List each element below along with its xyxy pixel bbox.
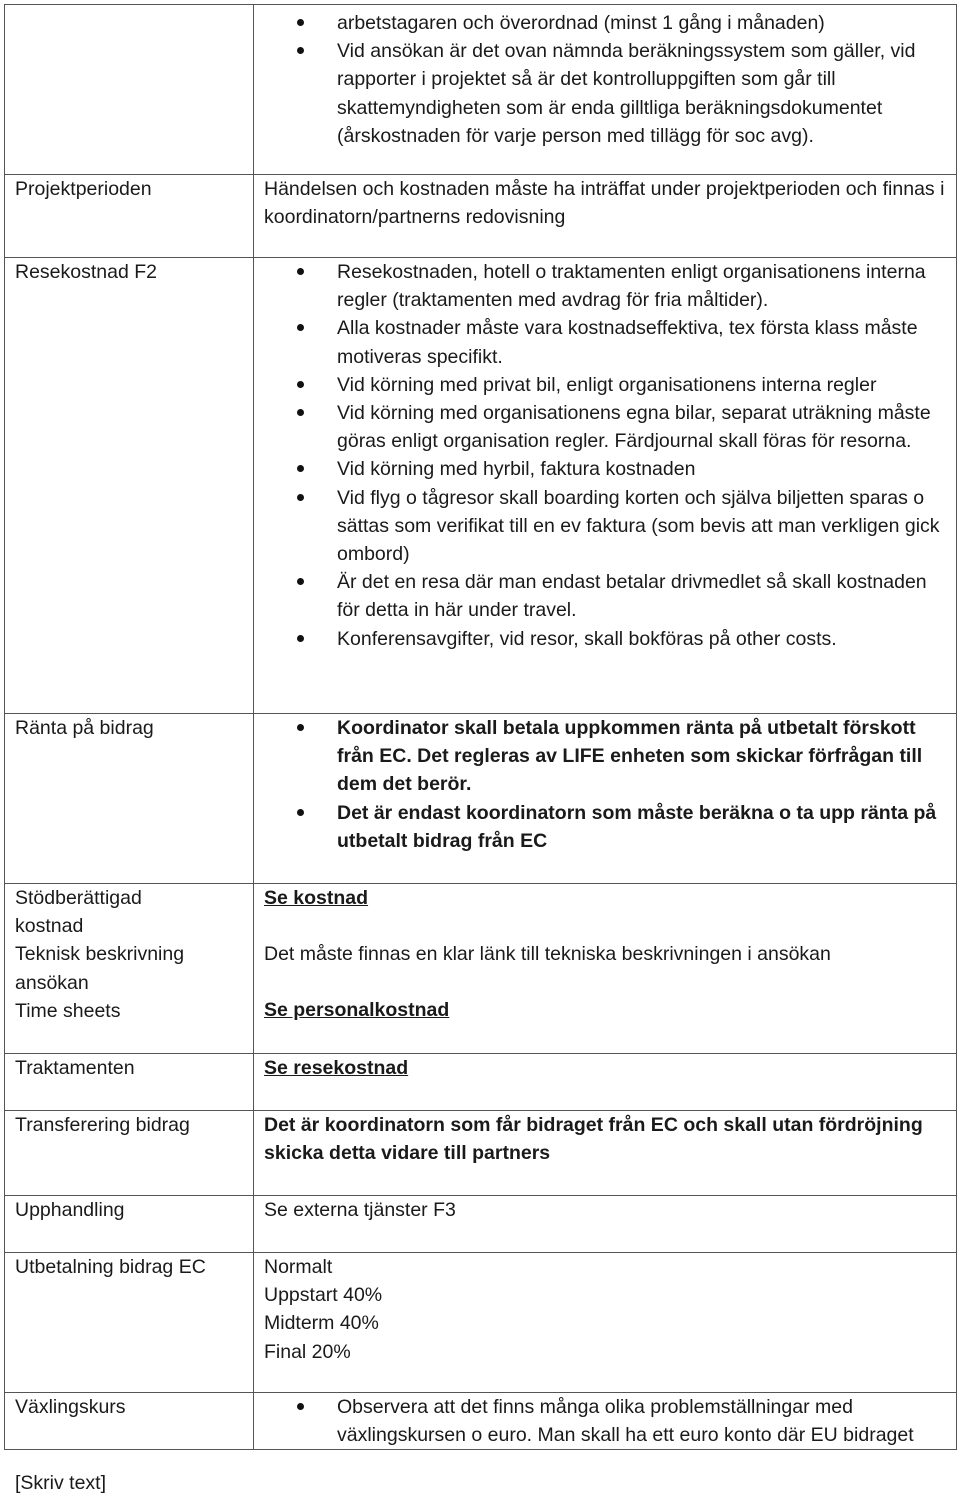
table-row (5, 1054, 957, 1111)
row-content (254, 884, 957, 1054)
list-item: Vid ansökan är det ovan nämnda beräkningssystem som gäller, vid rapporter i projektet så är det kontrolluppgiften som går till skattemyndigheten som är enda gilltliga beräkningsdokumentet (årskostnaden för varje person med tillägg för soc avg). (337, 37, 948, 150)
guidelines-table (4, 4, 957, 1450)
row-content (254, 258, 957, 714)
label-line: ansökan (15, 971, 89, 994)
bullet-list (264, 258, 948, 653)
table-row (5, 1253, 957, 1393)
list-item: Konferensavgifter, vid resor, skall bokföras på other costs. (337, 625, 948, 653)
list-item: Vid körning med organisationens egna bilar, separat uträkning måste göras enligt organisation regler. Färdjournal skall föras för resorna. (337, 399, 948, 455)
row-label (5, 884, 254, 1054)
table-row (5, 1393, 957, 1450)
link-se-kostnad[interactable]: Se kostnad (264, 887, 369, 909)
row-label: Transferering bidrag (5, 1111, 254, 1196)
list-item: Det är endast koordinatorn som måste beräkna o ta upp ränta på utbetalt bidrag från EC (337, 799, 948, 855)
list-item: Är det en resa där man endast betalar drivmedlet så skall kostnaden för detta in här under travel. (337, 568, 948, 624)
row-content: Se externa tjänster F3 (254, 1196, 957, 1253)
row-content (254, 1253, 957, 1393)
row-content: Händelsen och kostnaden måste ha inträffat under projektperioden och finnas i koordinatorn/partnerns redovisning (254, 175, 957, 258)
list-item: Vid flyg o tågresor skall boarding korten och själva biljetten sparas o sättas som verifikat till en ev faktura (som bevis att man verkligen gick ombord) (337, 484, 948, 569)
payment-line: Normalt (264, 1256, 333, 1278)
list-item: arbetstagaren och överordnad (minst 1 gång i månaden) (337, 9, 948, 37)
spacer (264, 968, 948, 996)
list-item: Observera att det finns många olika problemställningar med växlingskursen o euro. Man skall ha ett euro konto där EU bidraget (337, 1393, 948, 1449)
label-line: Teknisk beskrivning (15, 943, 185, 966)
list-item: Resekostnaden, hotell o traktamenten enligt organisationens interna regler (traktamenten med avdrag för fria måltider). (337, 258, 948, 314)
row-label: Ränta på bidrag (5, 714, 254, 884)
table-row (5, 1111, 957, 1196)
list-item: Vid körning med privat bil, enligt organisationens interna regler (337, 371, 948, 399)
row-content: Det är koordinatorn som får bidraget från EC och skall utan fördröjning skicka detta vidare till partners (254, 1111, 957, 1196)
spacer (264, 912, 948, 940)
list-item: Koordinator skall betala uppkommen ränta på utbetalt förskott från EC. Det regleras av LIFE enheten som skickar förfrågan till dem det berör. (337, 714, 948, 799)
bullet-list (264, 714, 948, 855)
row-content (254, 1054, 957, 1111)
table-row (5, 714, 957, 884)
row-label: Projektperioden (5, 175, 254, 258)
row-label: Upphandling (5, 1196, 254, 1253)
table-row (5, 5, 957, 175)
table-row (5, 884, 957, 1054)
row-content (254, 1393, 957, 1450)
payment-line: Midterm 40% (264, 1312, 379, 1335)
row-label: Resekostnad F2 (5, 258, 254, 714)
row-label: Växlingskurs (5, 1393, 254, 1450)
label-line: kostnad (15, 915, 84, 938)
payment-line: Uppstart 40% (264, 1284, 383, 1307)
table-row (5, 258, 957, 714)
bullet-list (264, 5, 948, 150)
link-se-resekostnad[interactable]: Se resekostnad (264, 1057, 409, 1079)
table-row (5, 175, 957, 258)
table-row (5, 1196, 957, 1253)
row-label: Utbetalning bidrag EC (5, 1253, 254, 1393)
row-content (254, 714, 957, 884)
label-line: Stödberättigad (15, 887, 142, 909)
row-label (5, 5, 254, 175)
link-se-personalkostnad[interactable]: Se personalkostnad (264, 999, 450, 1022)
payment-line: Final 20% (264, 1340, 351, 1363)
row-label: Traktamenten (5, 1054, 254, 1111)
bullet-list (264, 1393, 948, 1449)
row-content (254, 5, 957, 175)
list-item: Vid körning med hyrbil, faktura kostnaden (337, 455, 948, 483)
list-item: Alla kostnader måste vara kostnadseffektiva, tex första klass måste motiveras specifikt. (337, 314, 948, 370)
footer-placeholder: [Skriv text] (15, 1472, 107, 1494)
row-text: Det måste finnas en klar länk till tekniska beskrivningen i ansökan (264, 943, 831, 966)
label-line: Time sheets (15, 999, 121, 1022)
